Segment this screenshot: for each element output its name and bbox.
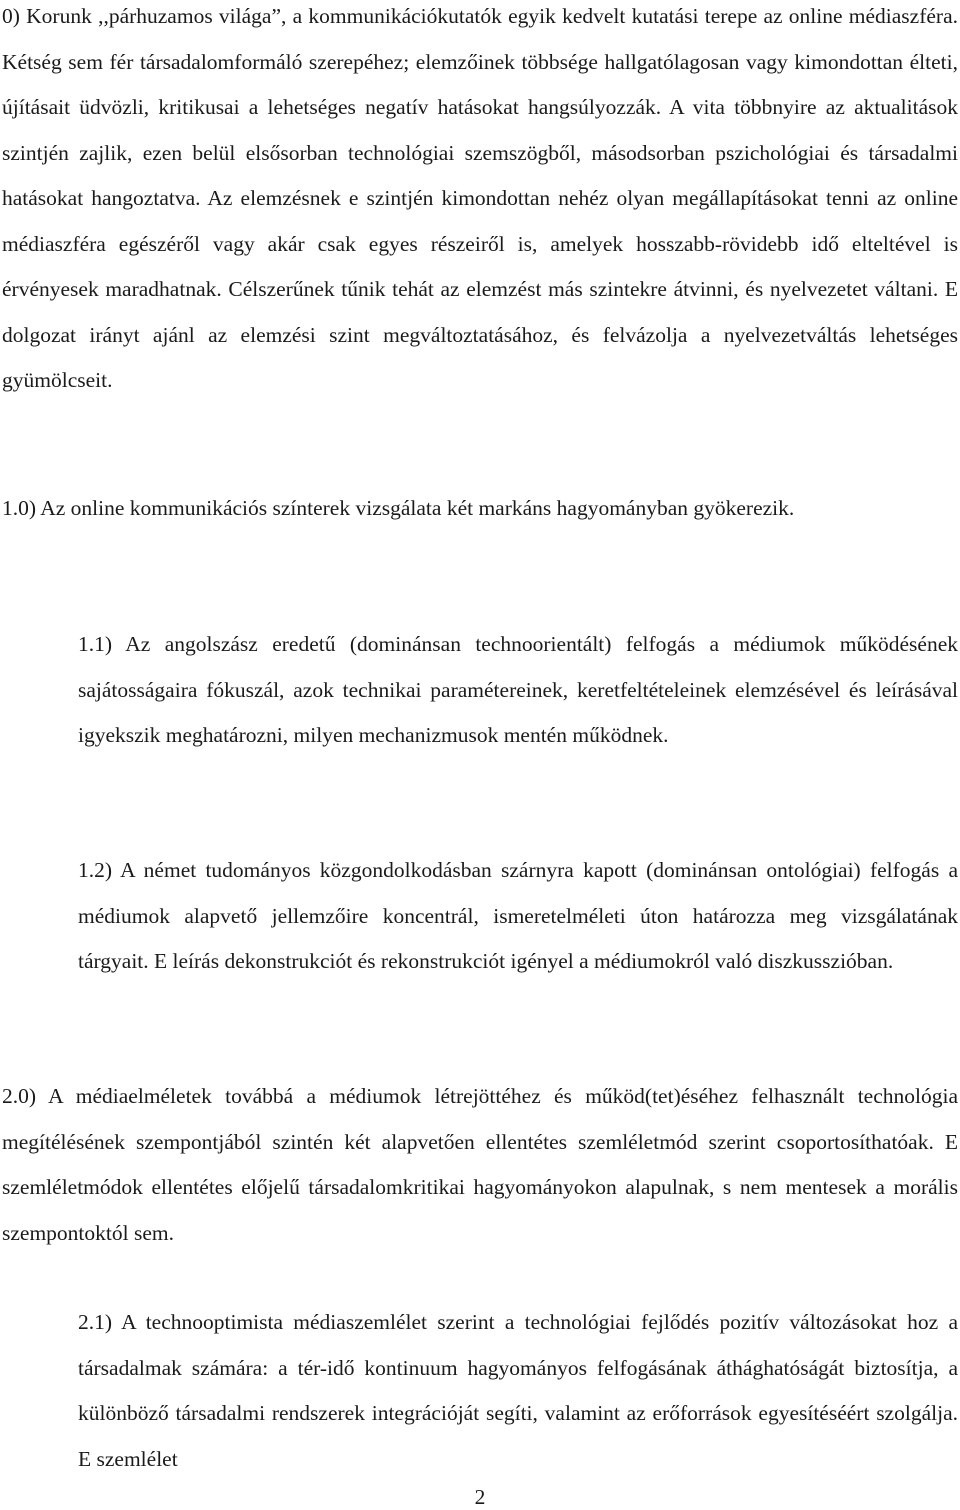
paragraph-2-1: 2.1) A technooptimista médiaszemlélet szerint a technológiai fejlődés pozitív változásokat hoz a társadalmak számára: a tér-idő kontinuum hagyományos felfogásának áthághatóságát biztosítja, a különböző társadalmi rendszerek integrációját segíti, valamint az erőforrások egyesítéséért szolgálja. E szemlélet	[78, 1310, 958, 1471]
paragraph-1-0: 1.0) Az online kommunikációs színterek vizsgálata két markáns hagyományban gyökerezik.	[2, 496, 795, 520]
page-number: 2	[474, 1485, 486, 1509]
paragraph-1-2: 1.2) A német tudományos közgondolkodásban szárnyra kapott (dominánsan ontológiai) felfogás a médiumok alapvető jellemzőire koncentrál, ismeretelméleti úton határozza meg vizsgálatának tárgyait. E leírás dekonstrukciót és rekonstrukciót igényel a médiumokról való diszkusszióban.	[78, 858, 958, 973]
paragraph-2-0: 2.0) A médiaelméletek továbbá a médiumok létrejöttéhez és működ(tet)éséhez felhasznált technológia megítélésének szempontjából szintén két alapvetően ellentétes szemléletmód szerint csoportosíthatóak. E szemléletmódok ellentétes előjelű társadalomkritikai hagyományokon alapulnak, s nem mentesek a morális szempontoktól sem.	[2, 1084, 958, 1245]
paragraph-1-1: 1.1) Az angolszász eredetű (dominánsan technoorientált) felfogás a médiumok működésének sajátosságaira fókuszál, azok technikai paramétereinek, keretfeltételeinek elemzésével és leírásával igyekszik meghatározni, milyen mechanizmusok mentén működnek.	[78, 632, 958, 747]
paragraph-0-introduction: 0) Korunk ,,párhuzamos világa”, a kommunikációkutatók egyik kedvelt kutatási terepe az online médiaszféra. Kétség sem fér társadalomformáló szerepéhez; elemzőinek többsége hallgatólagosan vagy kimondottan élteti, újításait üdvözli, kritikusai a lehetséges negatív hatásokat hangsúlyozzák. A vita többnyire az aktualitások szintjén zajlik, ezen belül elsősorban technológiai szemszögből, másodsorban pszichológiai és társadalmi hatásokat hangoztatva. Az elemzésnek e szintjén kimondottan nehéz olyan megállapításokat tenni az online médiaszféra egészéről vagy akár csak egyes részeiről is, amelyek hosszabb-rövidebb idő elteltével is érvényesek maradhatnak. Célszerűnek tűnik tehát az elemzést más szintekre átvinni, és nyelvezetet váltani. E dolgozat irányt ajánl az elemzési szint megváltoztatásához, és felvázolja a nyelvezetváltás lehetséges gyümölcseit.	[2, 4, 958, 392]
